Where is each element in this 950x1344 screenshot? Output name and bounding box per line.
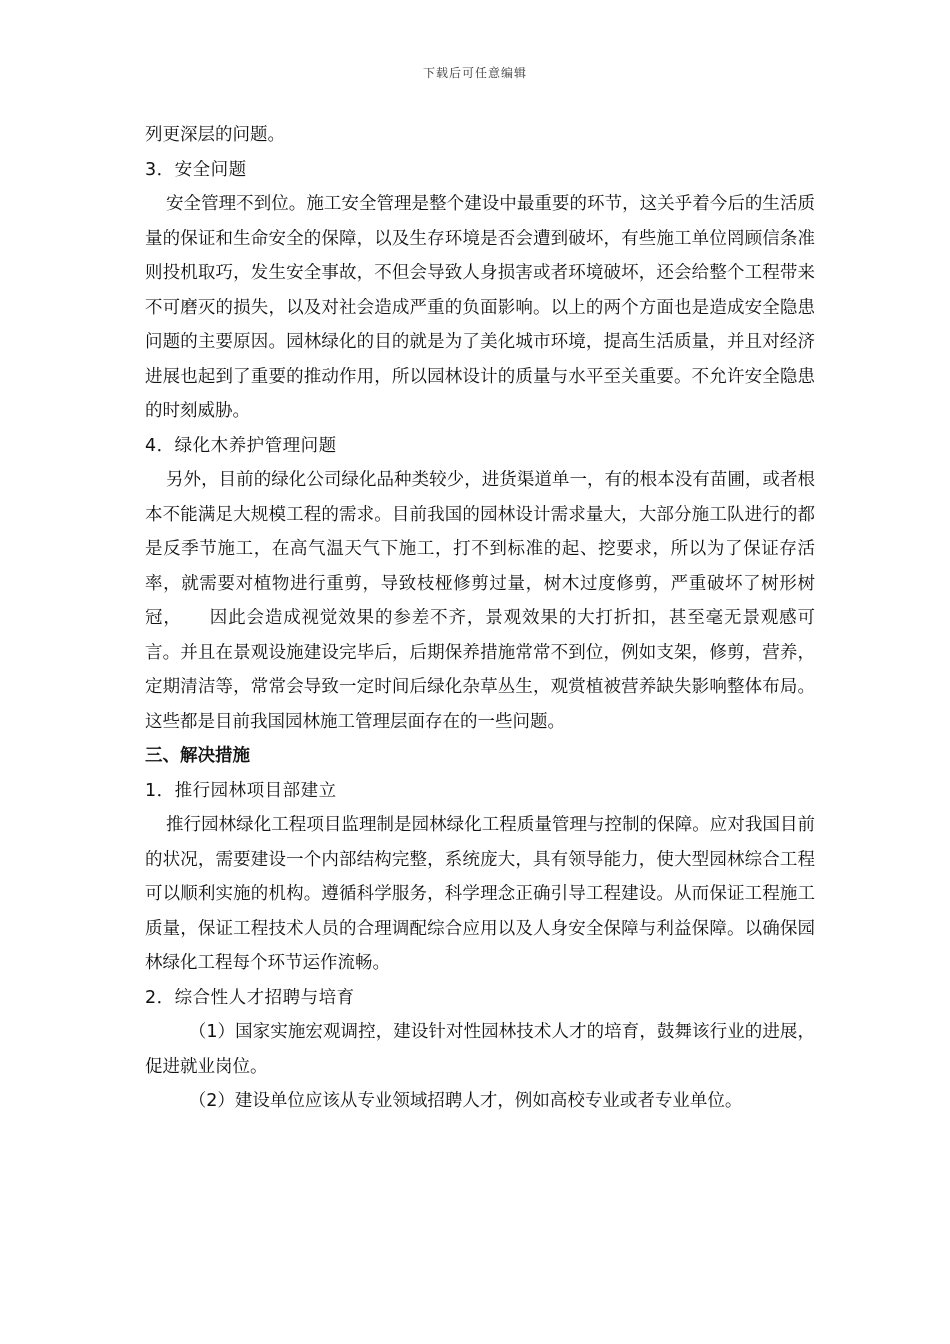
paragraph-talent-2: （2）建设单位应该从专业领域招聘人才，例如高校专业或者专业单位。 xyxy=(188,1091,743,1111)
subsection-title-safety: 3．安全问题 xyxy=(145,159,247,180)
measure-title-talent: 2．综合性人才招聘与培育 xyxy=(145,987,355,1008)
page-header: 下载后可任意编辑 xyxy=(422,66,527,80)
measure-title-project-dept: 1．推行园林项目部建立 xyxy=(145,780,337,801)
paragraph-safety: 安全管理不到位。施工安全管理是整个建设中最重要的环节，这关乎着今后的生活质量的保证和生命安全的保障，以及生存环境是否会遭到破坏，有些施工单位罔顾信条准则投机取巧，发生安全事故，不但会导致人身损害或者环境破坏，还会给整个工程带来不可磨灭的损失，以及对社会造成严重的负面影响。以上的两个方面也是造成安全隐患问题的主要原因。园林绿化的目的就是为了美化城市环境，提高生活质量，并且对经济进展也起到了重要的推动作用，所以园林设计的质量与水平至关重要。不允许安全隐患的时刻威胁。 xyxy=(145,194,815,421)
paragraph-talent-1: （1）国家实施宏观调控，建设针对性园林技术人才的培育，鼓舞该行业的进展，促进就业岗位。 xyxy=(145,1022,815,1077)
paragraph-continuation: 列更深层的问题。 xyxy=(145,125,285,145)
document-body xyxy=(145,118,815,1119)
paragraph-maintenance: 另外，目前的绿化公司绿化品种类较少，进货渠道单一，有的根本没有苗圃，或者根本不能满足大规模工程的需求。目前我国的园林设计需求量大，大部分施工队进行的都是反季节施工，在高气温天气下施工，打不到标准的起、挖要求，所以为了保证存活率，就需要对植物进行重剪，导致枝桠修剪过量，树木过度修剪，严重破坏了树形树冠， 因此会造成视觉效果的参差不齐，景观效果的大打折扣，甚至毫无景观感可言。并且在景观设施建设完毕后，后期保养措施常常不到位，例如支架，修剪，营养，定期清洁等，常常会导致一定时间后绿化杂草丛生，观赏植被营养缺失影响整体布局。这些都是目前我国园林施工管理层面存在的一些问题。 xyxy=(145,470,815,732)
subsection-title-maintenance: 4．绿化木养护管理问题 xyxy=(145,435,337,456)
section-title-solutions: 三、解决措施 xyxy=(145,746,250,766)
paragraph-project-dept: 推行园林绿化工程项目监理制是园林绿化工程质量管理与控制的保障。应对我国目前的状况，需要建设一个内部结构完整，系统庞大，具有领导能力，使大型园林综合工程可以顺利实施的机构。遵循科学服务，科学理念正确引导工程建设。从而保证工程施工质量，保证工程技术人员的合理调配综合应用以及人身安全保障与利益保障。以确保园林绿化工程每个环节运作流畅。 xyxy=(145,815,815,973)
